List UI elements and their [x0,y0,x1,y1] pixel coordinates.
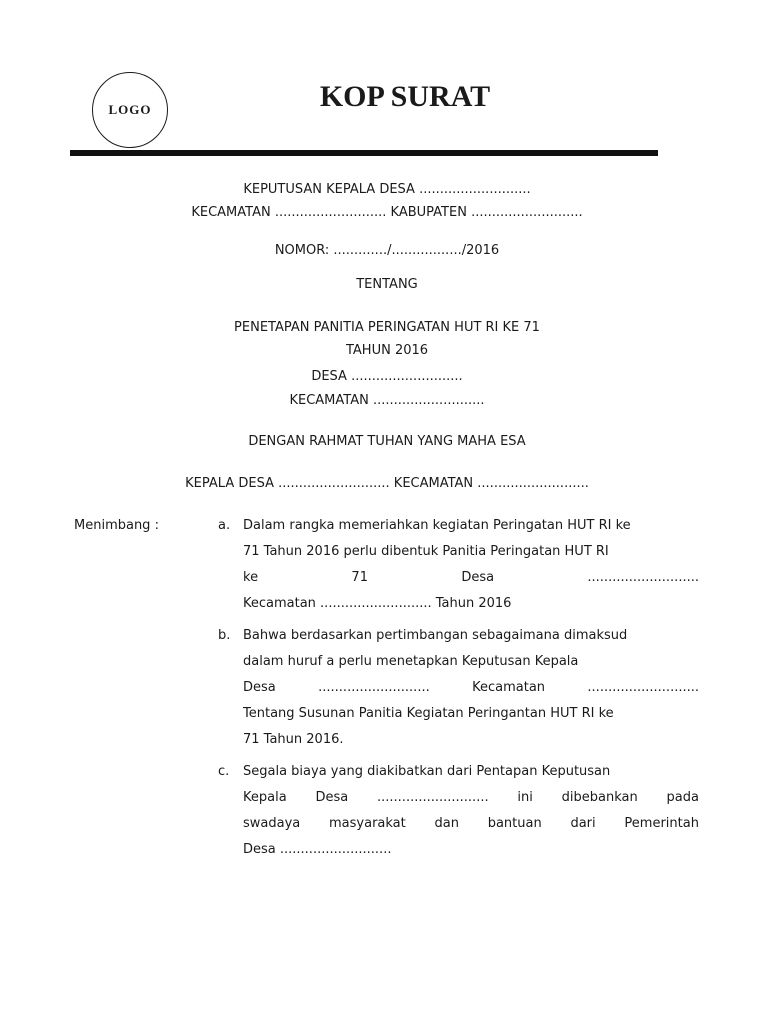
tentang-label: TENTANG [356,277,418,292]
decree-region: KECAMATAN ........................... KABUPATEN ........................... [191,205,583,220]
subject-line-2: TAHUN 2016 [345,343,429,358]
item-a-line-4: Kecamatan ........................... Tahun 2016 [243,596,512,611]
rahmat-line: DENGAN RAHMAT TUHAN YANG MAHA ESA [248,434,526,449]
item-b-line-3: Desa ........................... Kecamatan ........................... [243,680,699,695]
item-b-line-5: 71 Tahun 2016. [243,732,344,747]
decree-title: KEPUTUSAN KEPALA DESA ........................... [243,182,531,197]
item-c-line-2: Kepala Desa ........................... ini dibebankan pada [243,790,699,805]
subject-line-3: DESA ........................... [311,369,463,384]
logo-text: LOGO [108,102,152,117]
item-c-line-4: Desa ........................... [243,842,392,857]
item-c-letter: c. [218,764,230,779]
item-b-line-4: Tentang Susunan Panitia Kegiatan Peringantan HUT RI ke [243,706,614,721]
decree-number: NOMOR: ............./................./2016 [274,243,500,258]
menimbang-label: Menimbang : [74,518,159,533]
letterhead-rule [70,150,658,156]
item-c-line-3: swadaya masyarakat dan bantuan dari Pemerintah [243,816,699,831]
item-a-line-1: Dalam rangka memeriahkan kegiatan Peringatan HUT RI ke [243,518,631,533]
item-a-line-2: 71 Tahun 2016 perlu dibentuk Panitia Peringatan HUT RI [243,544,609,559]
subject-line-1: PENETAPAN PANITIA PERINGATAN HUT RI KE 71 [234,320,540,335]
item-b-line-1: Bahwa berdasarkan pertimbangan sebagaimana dimaksud [243,628,628,643]
item-a-letter: a. [218,518,231,533]
item-b-letter: b. [218,628,231,643]
logo [92,72,168,148]
letterhead-title: KOP SURAT [319,80,491,113]
item-b-line-2: dalam huruf a perlu menetapkan Keputusan Kepala [243,654,579,669]
kepala-desa-line: KEPALA DESA ........................... KECAMATAN ........................... [185,476,589,491]
item-a-line-3: ke 71 Desa ........................... [243,570,699,585]
subject-line-4: KECAMATAN ........................... [289,393,485,408]
item-c-line-1: Segala biaya yang diakibatkan dari Pentapan Keputusan [243,764,611,779]
